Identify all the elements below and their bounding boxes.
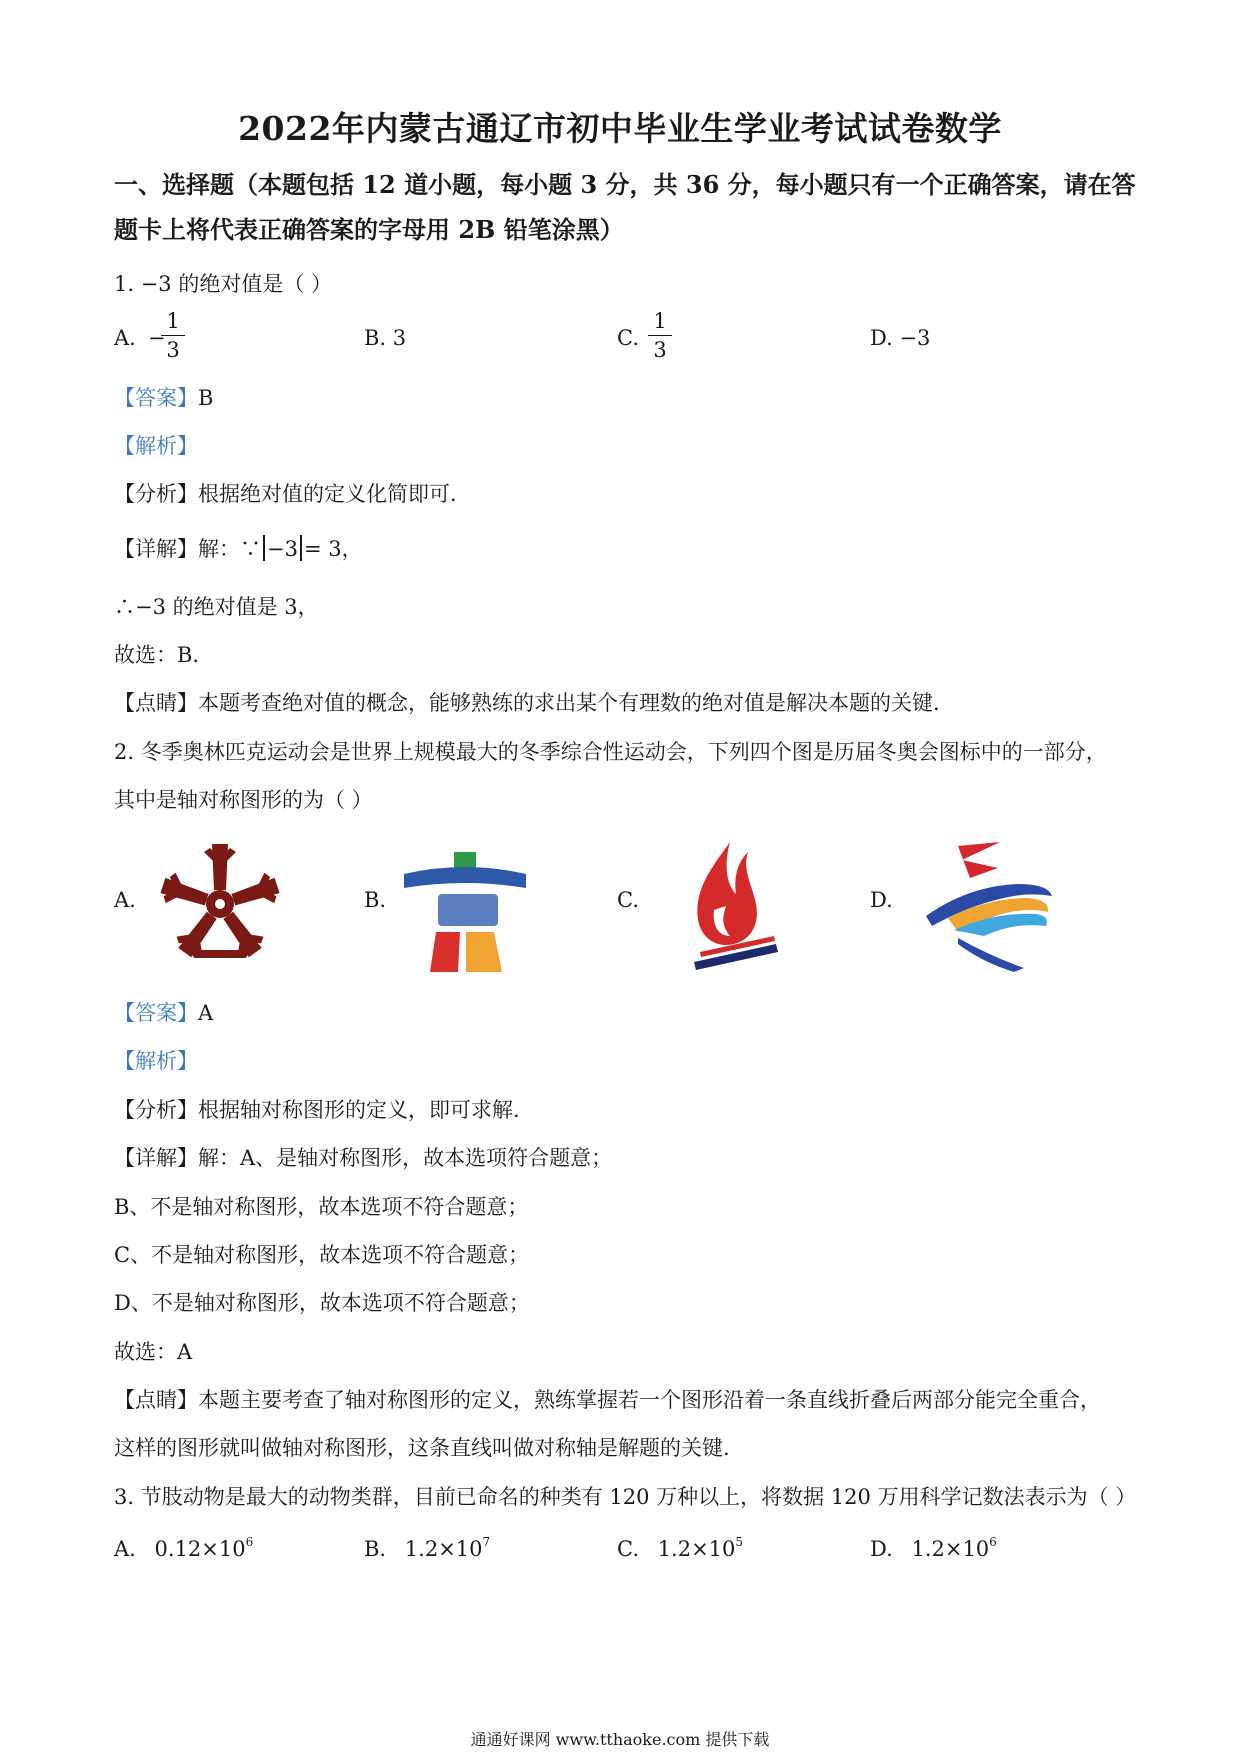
q1-answer-tag: 【答案】 — [114, 386, 198, 410]
q3-option-d-exp: 6 — [989, 1535, 997, 1549]
q2-option-b-label: B. — [364, 888, 387, 912]
q2-stem-line1: 2. 冬季奥林匹克运动会是世界上规模最大的冬季综合性运动会，下列四个图是历届冬奥会图标中的一部分， — [114, 740, 1107, 764]
q1-option-c-fraction — [648, 309, 672, 362]
q3-option-a-base: 0.12×10 — [154, 1537, 246, 1561]
q1-option-a-denominator: 3 — [166, 338, 180, 362]
q1-xiangjie-abs-content: −3 — [267, 537, 298, 561]
q2-option-a-label: A. — [114, 888, 136, 912]
q1-option-d: D. −3 — [870, 326, 931, 350]
q2-fenxi: 【分析】根据轴对称图形的定义，即可求解. — [114, 1098, 520, 1122]
q2-answer-value: A — [198, 1001, 214, 1025]
q3-option-b-label: B. — [364, 1537, 387, 1561]
ribbon-emblem-icon — [918, 840, 1058, 975]
q3-stem: 3. 节肢动物是最大的动物类群，目前已命名的种类有 120 万种以上，将数据 120 万用科学记数法表示为（ ） — [114, 1485, 1137, 1509]
q3-option-a-label: A. — [114, 1537, 136, 1561]
q1-option-a-sign: − — [148, 326, 166, 350]
q3-option-c-label: C. — [617, 1537, 639, 1561]
snowflake-emblem-icon — [150, 840, 290, 975]
q1-option-b: B. 3 — [364, 326, 407, 350]
section-heading-line2: 题卡上将代表正确答案的字母用 2B 铅笔涂黑） — [114, 215, 624, 244]
q1-analysis-tag: 【解析】 — [114, 434, 198, 458]
q3-option-d-label: D. — [870, 1537, 893, 1561]
q1-choose: 故选：B. — [114, 643, 200, 667]
q3-option-a-exp: 6 — [245, 1535, 254, 1549]
flame-emblem-icon — [690, 840, 780, 975]
q2-option-d-label: D. — [870, 888, 893, 912]
q3-option-d-base: 1.2×10 — [911, 1537, 990, 1561]
q1-dianjing: 【点睛】本题考查绝对值的概念，能够熟练的求出某个有理数的绝对值是解决本题的关键. — [114, 691, 940, 715]
q1-option-a-label: A. — [114, 326, 136, 350]
q2-line-d: D、不是轴对称图形，故本选项不符合题意； — [114, 1291, 530, 1315]
q1-option-c-denominator: 3 — [653, 338, 667, 362]
q1-xiangjie-result: = 3， — [303, 537, 363, 561]
q2-dianjing-line1: 【点睛】本题主要考查了轴对称图形的定义，熟练掌握若一个图形沿着一条直线折叠后两部分能完全重合， — [114, 1388, 1101, 1412]
q2-choose: 故选：A — [114, 1340, 193, 1364]
q1-option-c-label: C. — [617, 326, 639, 350]
q1-answer-line — [114, 382, 213, 412]
q1-xiangjie-prefix: 【详解】解：∵ — [114, 537, 261, 561]
q1-option-a-fraction — [161, 309, 185, 362]
q1-answer-value: B — [198, 386, 214, 410]
q2-line-b: B、不是轴对称图形，故本选项不符合题意； — [114, 1195, 529, 1219]
q3-option-a — [114, 1535, 253, 1561]
section-heading-line1: 一、选择题（本题包括 12 道小题，每小题 3 分，共 36 分，每小题只有一个正确答案，请在答 — [114, 170, 1136, 199]
q2-dianjing-line2: 这样的图形就叫做轴对称图形，这条直线叫做对称轴是解题的关键. — [114, 1436, 730, 1460]
q1-therefore: ∴−3 的绝对值是 3， — [114, 595, 319, 619]
q3-option-c-base: 1.2×10 — [657, 1537, 736, 1561]
inukshuk-emblem-icon — [400, 850, 530, 975]
q2-answer-line — [114, 997, 213, 1027]
q3-option-b — [364, 1535, 490, 1561]
q3-option-d — [870, 1535, 997, 1561]
q1-stem: 1. −3 的绝对值是（ ） — [114, 272, 333, 296]
q3-option-c-exp: 5 — [735, 1535, 744, 1549]
q1-xiangjie — [114, 533, 363, 563]
q2-analysis-tag: 【解析】 — [114, 1049, 198, 1073]
q3-option-c — [617, 1535, 743, 1561]
q1-option-a-numerator: 1 — [166, 309, 180, 333]
q3-option-b-exp: 7 — [482, 1535, 491, 1549]
page-title: 2022年内蒙古通辽市初中毕业生学业考试试卷数学 — [238, 109, 1002, 148]
q3-option-b-base: 1.2×10 — [404, 1537, 483, 1561]
q2-stem-line2: 其中是轴对称图形的为（ ） — [114, 788, 373, 812]
q2-xiangjie: 【详解】解：A、是轴对称图形，故本选项符合题意； — [114, 1146, 613, 1170]
q1-option-c-numerator: 1 — [653, 309, 667, 333]
q2-option-c-label: C. — [617, 888, 639, 912]
q2-answer-tag: 【答案】 — [114, 1001, 198, 1025]
q2-line-c: C、不是轴对称图形，故本选项不符合题意； — [114, 1243, 530, 1267]
page-footer: 通通好课网 www.tthaoke.com 提供下载 — [470, 1730, 770, 1749]
q1-fenxi: 【分析】根据绝对值的定义化简即可. — [114, 482, 457, 506]
